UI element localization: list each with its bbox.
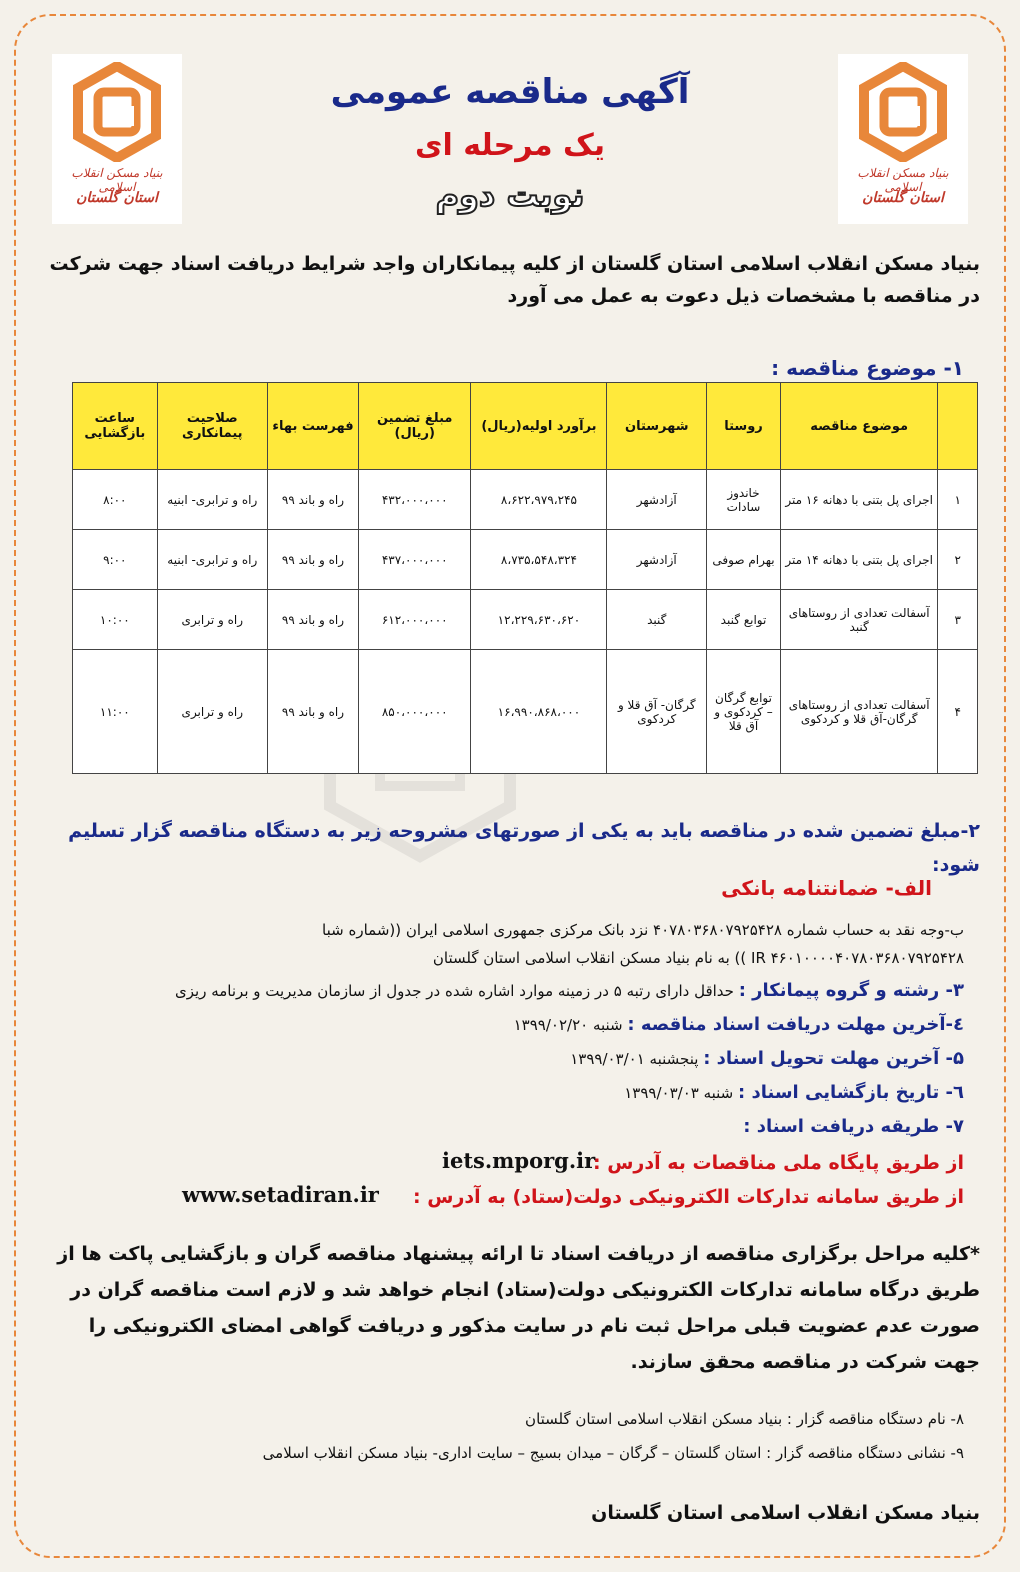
table-row (73, 470, 978, 530)
item-receive-method (40, 1116, 964, 1137)
cell-qualification: راه و ترابری (157, 650, 267, 774)
cell-qualification: راه و ترابری- ابنیه (157, 530, 267, 590)
cell-price-list: راه و باند ۹۹ (267, 470, 358, 530)
col-header-opening-time: ساعت بازگشایی (73, 383, 158, 470)
cell-index: ۳ (938, 590, 978, 650)
cell-county: گرگان- آق قلا و کردکوی (607, 650, 707, 774)
col-header-guarantee: مبلغ تضمین (ریال) (358, 383, 470, 470)
cell-guarantee: ۸۵۰،۰۰۰،۰۰۰ (358, 650, 470, 774)
cell-price-list: راه و باند ۹۹ (267, 650, 358, 774)
notice-page (14, 14, 1006, 1558)
logo-text-line1: بنیاد مسکن انقلاب اسلامی (71, 166, 163, 194)
notice-content (40, 36, 980, 1536)
address-2-url[interactable]: www.setadiran.ir (182, 1182, 379, 1207)
item-doc-receive-deadline (40, 1014, 964, 1035)
guarantee-option-b (40, 916, 964, 972)
cell-index: ۲ (938, 530, 978, 590)
cell-opening-time: ۸:۰۰ (73, 470, 158, 530)
address-2-label: از طریق سامانه تدارکات الکترونیکی دولت(ستاد) به آدرس : (413, 1186, 964, 1208)
footer-line-address: ۹- نشانی دستگاه مناقصه گزار : استان گلستان – گرگان – میدان بسیج – سایت اداری- بنیاد مسکن انقلاب اسلامی (262, 1444, 964, 1462)
col-header-village: روستا (707, 383, 781, 470)
item-opening-date (40, 1082, 964, 1103)
item-value: پنجشنبه ۱۳۹۹/۰۳/۰۱ (570, 1050, 699, 1068)
table-row (73, 650, 978, 774)
section-2-text: ۲-مبلغ تضمین شده در مناقصه باید به یکی از صورتهای مشروحه زیر به دستگاه مناقصه گزار تسلیم شود: (68, 820, 980, 876)
footer-line-organizer: ۸- نام دستگاه مناقصه گزار : بنیاد مسکن انقلاب اسلامی استان گلستان (525, 1410, 964, 1428)
address-1-label: از طریق پایگاه ملی مناقصات به آدرس : (593, 1152, 964, 1174)
cell-price-list: راه و باند ۹۹ (267, 530, 358, 590)
table-header-row (73, 383, 978, 470)
cell-county: آزادشهر (607, 470, 707, 530)
table-row (73, 590, 978, 650)
logo-text-line2: استان گلستان (862, 190, 944, 206)
cell-index: ۴ (938, 650, 978, 774)
item-label: ۵- آخرین مهلت تحویل اسناد : (703, 1048, 964, 1069)
cell-village: توابع گرگان – کردکوی و آق قلا (707, 650, 781, 774)
notice-title: آگهی مناقصه عمومی (330, 72, 690, 112)
cell-estimate: ۱۲،۲۲۹،۶۳۰،۶۲۰ (471, 590, 607, 650)
cell-qualification: راه و ترابری (157, 590, 267, 650)
address-1-url[interactable]: iets.mporg.ir (442, 1148, 596, 1173)
cell-subject: آسفالت تعدادی از روستاهای گرگان-آق قلا و کردکوی (780, 650, 937, 774)
col-header-county: شهرستان (607, 383, 707, 470)
item-label: ٤-آخرین مهلت دریافت اسناد مناقصه : (627, 1014, 964, 1035)
item-contractor-grade (40, 980, 964, 1001)
guarantee-option-b-line1: ب-وجه نقد به حساب شماره ۴۰۷۸۰۳۶۸۰۷۹۲۵۴۲۸ نزد بانک مرکزی جمهوری اسلامی ایران ((شماره شبا (322, 921, 964, 939)
col-header-subject: موضوع مناقصه (780, 383, 937, 470)
cell-subject: اجرای پل بتنی با دهانه ۱۴ متر (780, 530, 937, 590)
item-doc-delivery-deadline (40, 1048, 964, 1069)
cell-qualification: راه و ترابری- ابنیه (157, 470, 267, 530)
cell-county: گنبد (607, 590, 707, 650)
cell-opening-time: ۱۱:۰۰ (73, 650, 158, 774)
tender-table (72, 382, 978, 774)
item-value: شنبه ۱۳۹۹/۰۲/۲۰ (513, 1016, 623, 1034)
col-header-price-list: فهرست بهاء (267, 383, 358, 470)
cell-village: توابع گنبد (707, 590, 781, 650)
procedure-note: *کلیه مراحل برگزاری مناقصه از دریافت اسناد تا ارائه پیشنهاد مناقصه گران و بازگشایی پاکت ها از طریق درگاه سامانه تدارکات الکترونیکی دولت(ستاد) انجام خواهد شد و لازم است مناقصه گران در صورت عدم عضویت قبلی مراحل ثبت نام در سایت مذکور و دریافت گواهی امضای الکترونیکی را جهت شرکت در مناقصه محقق سازند. (57, 1243, 980, 1373)
cell-village: بهرام صوفی (707, 530, 781, 590)
col-header-index (938, 383, 978, 470)
cell-subject: اجرای پل بتنی با دهانه ۱۶ متر (780, 470, 937, 530)
item-label: ۳- رشته و گروه پیمانکار : (738, 980, 964, 1001)
cell-guarantee: ۶۱۲،۰۰۰،۰۰۰ (358, 590, 470, 650)
cell-guarantee: ۴۳۲،۰۰۰،۰۰۰ (358, 470, 470, 530)
notice-subtitle: یک مرحله ای (415, 128, 605, 163)
logo-text-line1: بنیاد مسکن انقلاب اسلامی (857, 166, 949, 194)
guarantee-option-a: الف- ضمانتنامه بانکی (721, 876, 932, 900)
signature: بنیاد مسکن انقلاب اسلامی استان گلستان (591, 1502, 980, 1524)
col-header-qualification: صلاحیت پیمانکاری (157, 383, 267, 470)
item-value: شنبه ۱۳۹۹/۰۳/۰۳ (624, 1084, 734, 1102)
guarantee-option-b-line2: IR ۴۶۰۱۰۰۰۰۴۰۷۸۰۳۶۸۰۷۹۲۵۴۲۸ )) به نام بنیاد مسکن انقلاب اسلامی استان گلستان (432, 949, 964, 967)
cell-village: خاندوز سادات (707, 470, 781, 530)
cell-estimate: ۸،۶۲۲،۹۷۹،۲۴۵ (471, 470, 607, 530)
item-label: ٦- تاریخ بازگشایی اسناد : (738, 1082, 964, 1103)
col-header-estimate: برآورد اولیه(ریال) (471, 383, 607, 470)
cell-opening-time: ۱۰:۰۰ (73, 590, 158, 650)
item-label: ۷- طریقه دریافت اسناد : (743, 1116, 964, 1137)
cell-subject: آسفالت تعدادی از روستاهای گنبد (780, 590, 937, 650)
intro-text: بنیاد مسکن انقلاب اسلامی استان گلستان از کلیه پیمانکاران واجد شرایط دریافت اسناد جهت شرکت در مناقصه با مشخصات ذیل دعوت به عمل می آورد (49, 253, 980, 307)
item-value: حداقل دارای رتبه ۵ در زمینه موارد اشاره شده در جدول از سازمان مدیریت و برنامه ریزی (175, 982, 734, 1000)
cell-county: آزادشهر (607, 530, 707, 590)
cell-estimate: ۱۶،۹۹۰،۸۶۸،۰۰۰ (471, 650, 607, 774)
cell-estimate: ۸،۷۳۵،۵۴۸،۳۲۴ (471, 530, 607, 590)
cell-index: ۱ (938, 470, 978, 530)
table-row (73, 530, 978, 590)
cell-opening-time: ۹:۰۰ (73, 530, 158, 590)
logo-text-line2: استان گلستان (76, 190, 158, 206)
section-1-heading: ۱- موضوع مناقصه : (771, 356, 964, 380)
cell-price-list: راه و باند ۹۹ (267, 590, 358, 650)
notice-round: نوبت دوم (435, 176, 585, 214)
cell-guarantee: ۴۳۷،۰۰۰،۰۰۰ (358, 530, 470, 590)
